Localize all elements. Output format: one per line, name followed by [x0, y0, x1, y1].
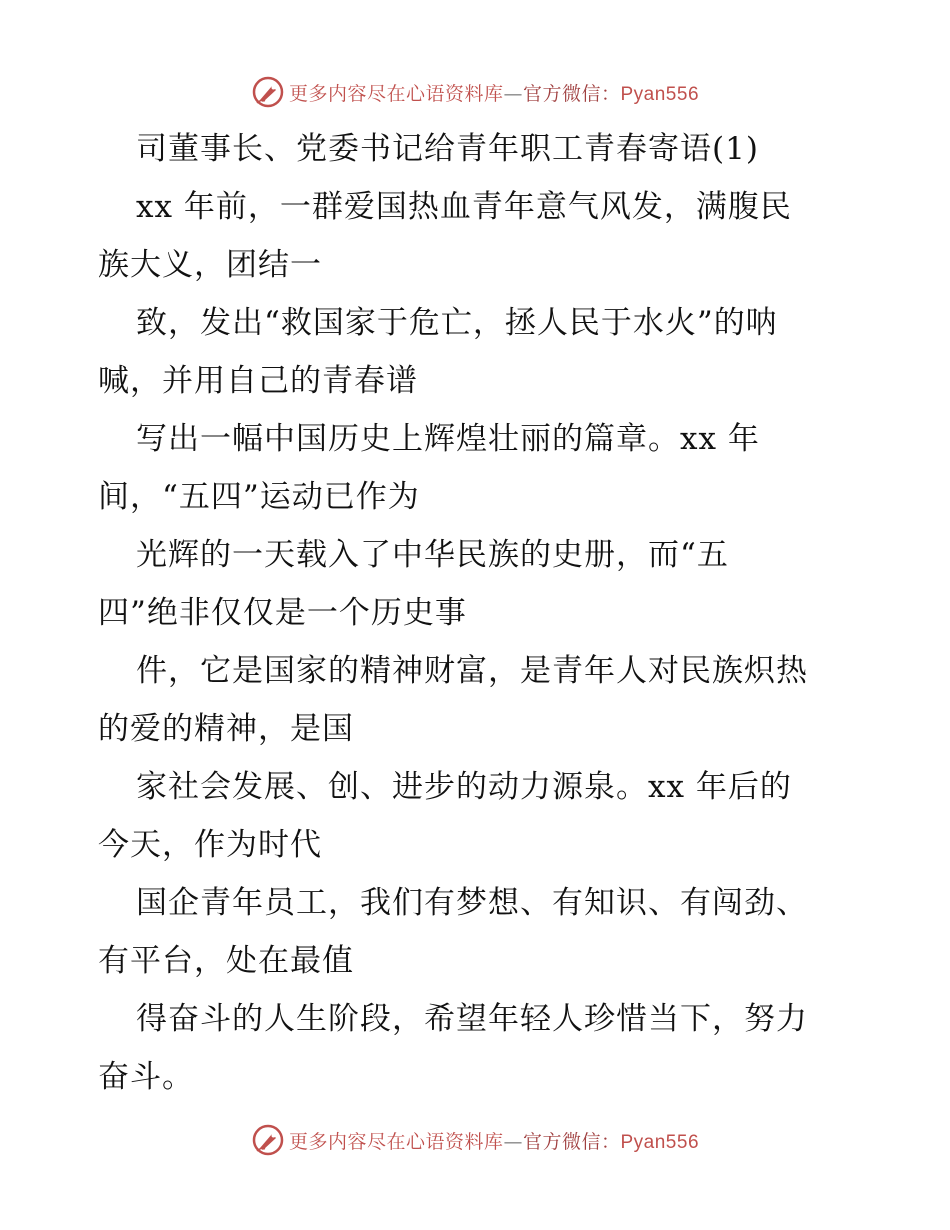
header-watermark: [0, 72, 950, 112]
document-title-line: 司董事长、党委书记给青年职工青春寄语(1): [136, 131, 759, 167]
watermark-wechat-label: 官方微信：: [522, 82, 621, 105]
watermark-separator: —: [503, 82, 523, 105]
paragraph-line: 四”绝非仅仅是一个历史事: [98, 595, 467, 631]
paragraph-line: 间，“五四”运动已作为: [98, 479, 420, 515]
document-body: [98, 120, 858, 1106]
pen-nib-logo-icon: [251, 75, 285, 109]
paragraph-line: 今天，作为时代: [98, 827, 322, 863]
paragraph-line: 家社会发展、创、进步的动力源泉。xx 年后的: [136, 769, 792, 805]
watermark-wechat-label: 官方微信：: [522, 1130, 621, 1153]
paragraph-line: 的爱的精神，是国: [98, 711, 354, 747]
watermark-text: [289, 79, 699, 106]
paragraph-line: xx 年前，一群爱国热血青年意气风发，满腹民: [136, 189, 792, 225]
paragraph-line: 致，发出“救国家于危亡，拯人民于水火”的呐: [136, 305, 778, 341]
watermark-site-text: 更多内容尽在心语资料库: [288, 1130, 504, 1153]
paragraph-line: 族大义，团结一: [98, 247, 322, 283]
watermark-account: Pyan556: [620, 1131, 700, 1153]
paragraph-line: 写出一幅中国历史上辉煌壮丽的篇章。xx 年: [136, 421, 760, 457]
paragraph-line: 奋斗。: [98, 1059, 194, 1095]
pen-nib-logo-icon: [251, 1123, 285, 1157]
paragraph-line: 得奋斗的人生阶段，希望年轻人珍惜当下，努力: [136, 1001, 808, 1037]
paragraph-line: 有平台，处在最值: [98, 943, 354, 979]
paragraph-line: 国企青年员工，我们有梦想、有知识、有闯劲、: [136, 885, 808, 921]
paragraph-line: 喊，并用自己的青春谱: [98, 363, 418, 399]
footer-watermark: [0, 1120, 950, 1160]
watermark-text: [289, 1127, 699, 1154]
paragraph-line: 件，它是国家的精神财富，是青年人对民族炽热: [136, 653, 808, 689]
watermark-site-text: 更多内容尽在心语资料库: [288, 82, 504, 105]
paragraph-line: 光辉的一天载入了中华民族的史册，而“五: [136, 537, 729, 573]
watermark-separator: —: [503, 1130, 523, 1153]
watermark-account: Pyan556: [620, 83, 700, 105]
